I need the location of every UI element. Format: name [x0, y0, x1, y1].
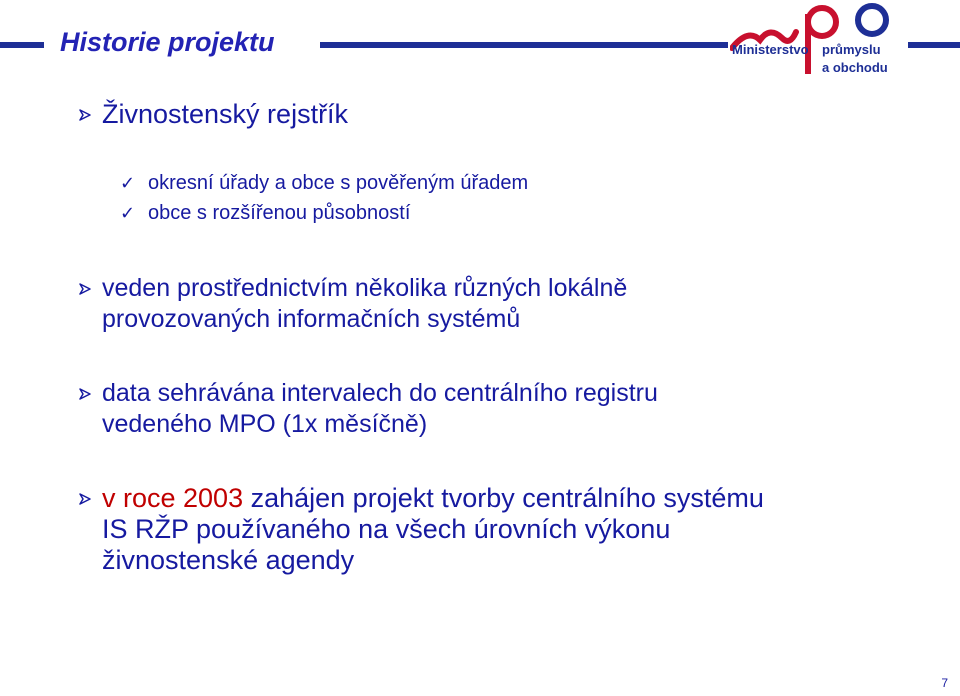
subitem-text: obce s rozšířenou působností — [148, 202, 411, 224]
subitem-2 — [120, 201, 410, 225]
arrow-bullet-icon — [78, 387, 92, 401]
arrow-bullet-icon — [78, 492, 92, 506]
header-bar-right — [908, 42, 960, 48]
bullet-1 — [78, 273, 900, 335]
logo-line-1: Ministerstvo — [732, 42, 809, 57]
bullet-line: vedeného MPO (1x měsíčně) — [102, 410, 428, 438]
page-number: 7 — [941, 676, 948, 690]
header-bar-left — [0, 42, 44, 48]
bullet-line: živnostenské agendy — [102, 545, 355, 575]
check-icon: ✓ — [120, 173, 136, 193]
bullet-line: provozovaných informačních systémů — [102, 305, 521, 333]
logo-line-3: a obchodu — [822, 60, 888, 75]
slide-title: Historie projektu — [60, 27, 275, 57]
heading-text: Živnostenský rejstřík — [102, 99, 349, 129]
subitem-text: okresní úřady a obce s pověřeným úřadem — [148, 172, 529, 194]
bullet-3 — [78, 483, 900, 576]
mpo-logo — [730, 2, 908, 78]
bullet-line: data sehrávána intervalech do centrálního registru — [102, 379, 658, 407]
logo-line-2: průmyslu — [822, 42, 881, 57]
arrow-bullet-icon — [78, 108, 92, 122]
bullet-line: zahájen projekt tvorby centrálního systému — [243, 483, 764, 513]
bullet-line: IS RŽP používaného na všech úrovních výkonu — [102, 514, 671, 544]
subitem-1 — [120, 171, 528, 195]
bullet-2 — [78, 378, 900, 440]
header-bar-middle — [320, 42, 728, 48]
heading-item — [78, 99, 900, 130]
check-icon: ✓ — [120, 203, 136, 223]
bullet-accent-text: v roce 2003 — [102, 483, 244, 513]
bullet-line: veden prostřednictvím několika různých lokálně — [102, 274, 628, 302]
arrow-bullet-icon — [78, 282, 92, 296]
